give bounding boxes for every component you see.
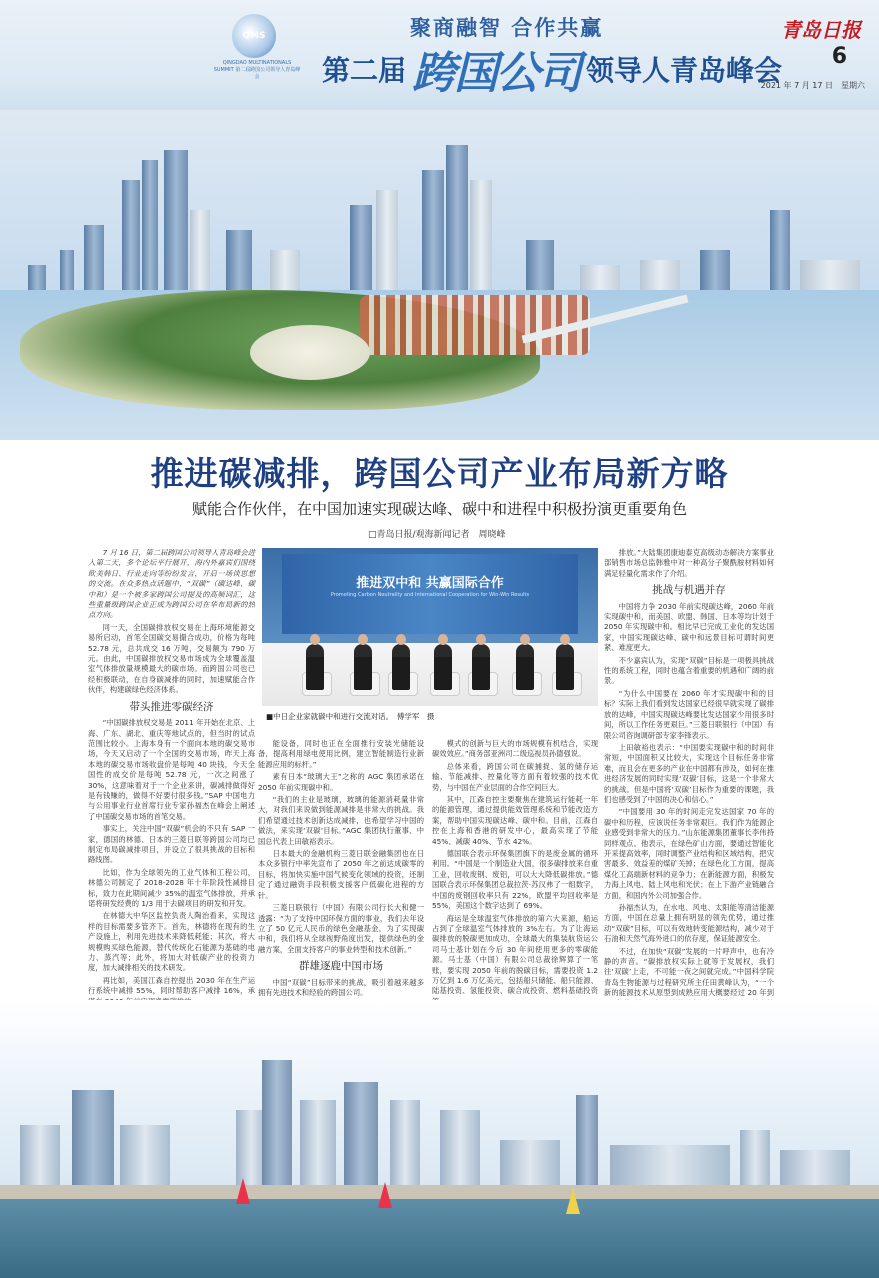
paragraph: 日本最大的金融机构三菱日联金融集团也在日本众多银行中率先宣布了 2050 年之前达成碳零的目标，将加快实施中国气候变化领域的投资，还制定了通过融资手段积极支援客户低碳化进程的方针。 <box>258 849 424 900</box>
paragraph: 不少嘉宾认为，实现“双碳”目标是一项极具挑战性的系统工程，同时也蕴含着重要的机遇和广阔的前景。 <box>604 655 774 686</box>
page-number: 6 <box>831 44 847 69</box>
article-byline: □青岛日报/观海新闻记者 周晓峰 <box>368 530 506 540</box>
lead-paragraph: 7 月 16 日，第二届跨国公司领导人青岛峰会进入第二天，多个论坛平行展开，海内外嘉宾们围绕欧美韩日、行业走向等纷纷发言，开启一场谈思想的交流。在众多热点话题中，“双碳”（碳达峰、碳中和）是一个被多家跨国公司提及的高频词汇，这些重量级跨国企业正成为跨国公司在华布局新的热点方向。 <box>88 548 255 620</box>
paragraph: “为什么中国要在 2060 年才实现碳中和的目标？实际上我们看到发达国家已经很早就实现了碳排放的达峰，中国实现碳达峰要比发达国家少用很多时间，所以工作任务更艰巨。”三菱日联银行（中国）有限公司咨询调研部专家李锋表示。 <box>604 688 774 740</box>
paragraph: 孙福杰认为，在水电、风电、太阳能等清洁能源方面，中国在总量上拥有明显的领先优势，通过推动“双碳”目标，可以有效地转变能源结构，减少对于石油和天然气海外进口的依存度，保证能源安全。 <box>604 903 774 944</box>
summit-suffix: 领导人青岛峰会 <box>586 54 783 87</box>
summit-script-title: 跨国公司 <box>412 48 581 99</box>
paragraph: 能设备，同时也正在全面推行安装光储能设备，提高利用绿电使用比例，建立智能制造行业新能源应用的标杆。” <box>258 739 424 769</box>
paragraph: 上田敏裕也表示：“中国要实现碳中和的时间非常短，中国面积又比较大，实现这个目标任务非常难，而且会在更多的产业在中国都有涉及，如何在推进经济发展的同时实现‘双碳’目标，这是一个非常大的挑战。但是中国将‘双碳’目标作为重要的课题，我们也感受到了中国的决心和信心。” <box>604 742 774 804</box>
photo-caption: ■中日企业家就碳中和进行交流对话。 傅学军 摄 <box>266 712 435 721</box>
summit-logo-caption: QINGDAO MULTINATIONALS SUMMIT 第二届跨国公司领导人青岛峰会 <box>213 60 301 80</box>
stage-screen <box>282 554 578 634</box>
newspaper-name: 青岛日报 <box>781 18 861 42</box>
summit-logo: QMS <box>232 14 276 58</box>
paragraph: 在林德大中华区监控负责人陶治看来，实现这样的目标需要多管齐下。首先，林德将在现有的生产设施上，利用先进技术来降低耗能；其次，将大规模购买绿色能源，替代传统化石能源为基础的电力、蒸汽等；此外，将加大对低碳产业的投资力度，加大减排相关的技术研发。 <box>88 911 255 973</box>
article-headline: 推进碳减排，跨国公司产业布局新方略 <box>150 454 729 493</box>
paragraph: 德国联合表示环保集团旗下的是废金属的循环利用。“中国是一个制造业大国，很多碳排放来自重工业，回收废钢、废铝，可以大大降低碳排放。”德国联合表示环保集团总裁拉茨·苏汉弗了一组数字，中国的废钢回收率只有 22%，欧盟平均回收率是 55%，美国这个数字达到了 69%。 <box>432 849 598 911</box>
stage-screen-title: 推进双中和 共赢国际合作 <box>356 576 504 591</box>
section-heading: 带头推进零碳经济 <box>129 700 214 713</box>
paragraph: 中国将力争 2030 年前实现碳达峰，2060 年前实现碳中和，而美国、欧盟、韩国、日本等均计划于 2050 年实现碳中和。相比早已完成工业化的发达国家，中国实现碳达峰、碳中和远景目标可谓时间更紧、难度更大。 <box>604 601 774 653</box>
paragraph: 中国“双碳”目标带来的挑战，吸引着越来越多拥有先进技术和经验的跨国公司。 <box>258 977 424 997</box>
section-heading: 群雄逐鹿中国市场 <box>299 960 383 973</box>
paragraph: “我们的主业是玻璃，玻璃的能源消耗量非常大，对我们来说做到能源减排是非常大的挑战。我们希望通过技术创新达成减排，也希望学习中国的做法，来实现‘双碳’目标。”AGC 集团执行董事、中国总代表上田敏裕表示。 <box>258 795 424 846</box>
city-skyline-photo <box>0 1000 879 1278</box>
masthead <box>0 0 879 110</box>
stage-screen-subtitle: Promoting Carbon Neutrality and International Cooperation for Win-Win Results <box>330 592 530 598</box>
paragraph: 其中，江森自控主要聚焦在建筑运行能耗一年的能源管理，通过提供能效管理系统和节能改造方案，帮助中国实现碳达峰、碳中和。目前，江森自控在上海和香港的研发中心，最高实现了节能 45%、减碳 40%、节水 42%。 <box>432 795 598 846</box>
article-column-2 <box>258 739 424 995</box>
paragraph: 海运是全球温室气体排放的第六大来源，船运占到了全球温室气体排放的 3%左右。为了让海运碳排放的脱碳更加成功，全球最大的集装航货运公司马士基计划在今后 30 年间使用更多的零碳能源。马士基（中国）有限公司总裁徐辉算了一笔账，要实现 2050 年前的脱碳目标，需要投资 1.2 万亿到 1.6 万亿美元，包括船只储能、船只能源、陆基投资、氢能投资、碳合成投资、燃料基础投资 <box>432 913 598 996</box>
paragraph: 模式的创新与巨大的市场规模有机结合，实现碳效效应。”商务部亚洲司二级巡视员孙德强说。 <box>432 739 598 759</box>
issue-date: 2021 年 7 月 17 日 星期六 <box>760 81 865 90</box>
paragraph: “中国碳排放权交易是 2011 年开始在北京、上海、广东、湖北、重庆等地试点的，但当时的试点范围比较小。上海本身有一个面向本地的碳交易市场，今天又启动了一个全国的交易市场，昨天上海本地的碳交易市场收盘价是每吨 40 块钱，今天全国性的成交价是每吨 52.78 元，一次之间涨了 30%，这意味着对于一个企业来讲，碳减排做得好是有钱赚的，做得不好要付很多钱。”SAP 中国电力与公用事业行业首席行业专家孙福杰在峰会上阐述了中国碳交易市场的首笔交易。 <box>88 718 255 821</box>
paragraph: 不过，在加快“双碳”发展的一片呼声中，也有冷静的声音。“碳排放权实际上就等于发展权，我们往‘双碳’上走，不可能一夜之间就完成。”中国科学院青岛生物能源与过程研究所主任田黄峰认为，“一个新的能源技术从原型到成熟应用大概要经过 20 年到 <box>604 946 774 998</box>
paragraph: 比如，作为全球领先的工业气体和工程公司，林德公司制定了 2018-2028 年十年阶段性减排目标，致力在此期间减少 35%的温室气体排放，并承诺将研发经费的 1/3 用于去碳项目的研发和开发。 <box>88 867 255 908</box>
paragraph: 同一天，全国碳排放权交易在上海环境能源交易所启动，首笔全国碳交易撮合成功，价格为每吨 52.78 元，总共成交 16 万吨，交易额为 790 万元。由此，中国碳排放权交易市场成为全球覆盖温室气体排放量规模最大的碳市场。而跨国公司也已经积极联动，在自身碳减排的同时，加速赋能合作伙伴，构建碳绿色经济体系。 <box>88 622 255 695</box>
article-subhead: 赋能合作伙伴，在中国加速实现碳达峰、碳中和进程中积极扮演更重要角色 <box>191 500 687 518</box>
slogan: 聚商融智 合作共赢 <box>410 15 604 40</box>
summit-title <box>322 44 783 99</box>
paragraph: 总体来看，跨国公司在碳捕捉、氢的储存运输、节能减排、控量化等方面有着较强的技术优势，与中国在产业层面的合作空间巨大。 <box>432 761 598 792</box>
paragraph: 事实上，关注中国“双碳”机会的不只有 SAP 一家，德国的林德、日本的三菱日联等跨国公司均已制定布局碳减排项目，并设立了很具挑战的目标和路线图。 <box>88 824 255 865</box>
paragraph: “中国要用 30 年的时间走完发达国家 70 年的碳中和历程，应该说任务非常艰巨。我们作为能源企业感受到非常大的压力。”山东能源集团董事长李伟持同样观点。他表示，在绿色矿山方面，要通过智能化开采提高效率，同时调整产业结构和区域结构，把灾害最多、效益差的煤矿关掉；在绿色化工方面，提高煤化工高端新材料的竞争力；在新能源方面，积极发力海上风电、陆上风电和光伏；在上下游产业链融合方面，和国内外公司加强合作。 <box>604 807 774 900</box>
article-column-4 <box>604 548 774 998</box>
paragraph: 素有日本“玻璃大王”之称的 AGC 集团承诺在 2050 年前实现碳中和。 <box>258 772 424 792</box>
forum-photo <box>262 548 598 706</box>
article-column-1 <box>88 548 255 995</box>
paragraph: 排放。”大陆集团康迪泰克高级动态解决方案事业部销售市场总监韩雅中对一种高分子聚酰胺材料如何满足轻量化需求作了介绍。 <box>604 548 774 578</box>
summit-prefix: 第二届 <box>322 54 407 87</box>
section-heading: 挑战与机遇并存 <box>652 584 726 597</box>
article-column-3 <box>432 739 598 995</box>
paragraph: 三菱日联银行（中国）有限公司行长大和健一透露：“为了支持中国环保方面的事业，我们去年设立了 50 亿元人民币的绿色金融基金，为了实现碳中和，我们将从全球视野角度出发，提供绿色的金融方案，全面支持客户的事业转型和技术创新。” <box>258 903 424 954</box>
city-aerial-photo <box>0 110 879 440</box>
paragraph: 再比如，美国江森自控提出 2030 年在生产运行系统中减排 55%，同时帮助客户减排 16%，承 <box>88 975 255 996</box>
